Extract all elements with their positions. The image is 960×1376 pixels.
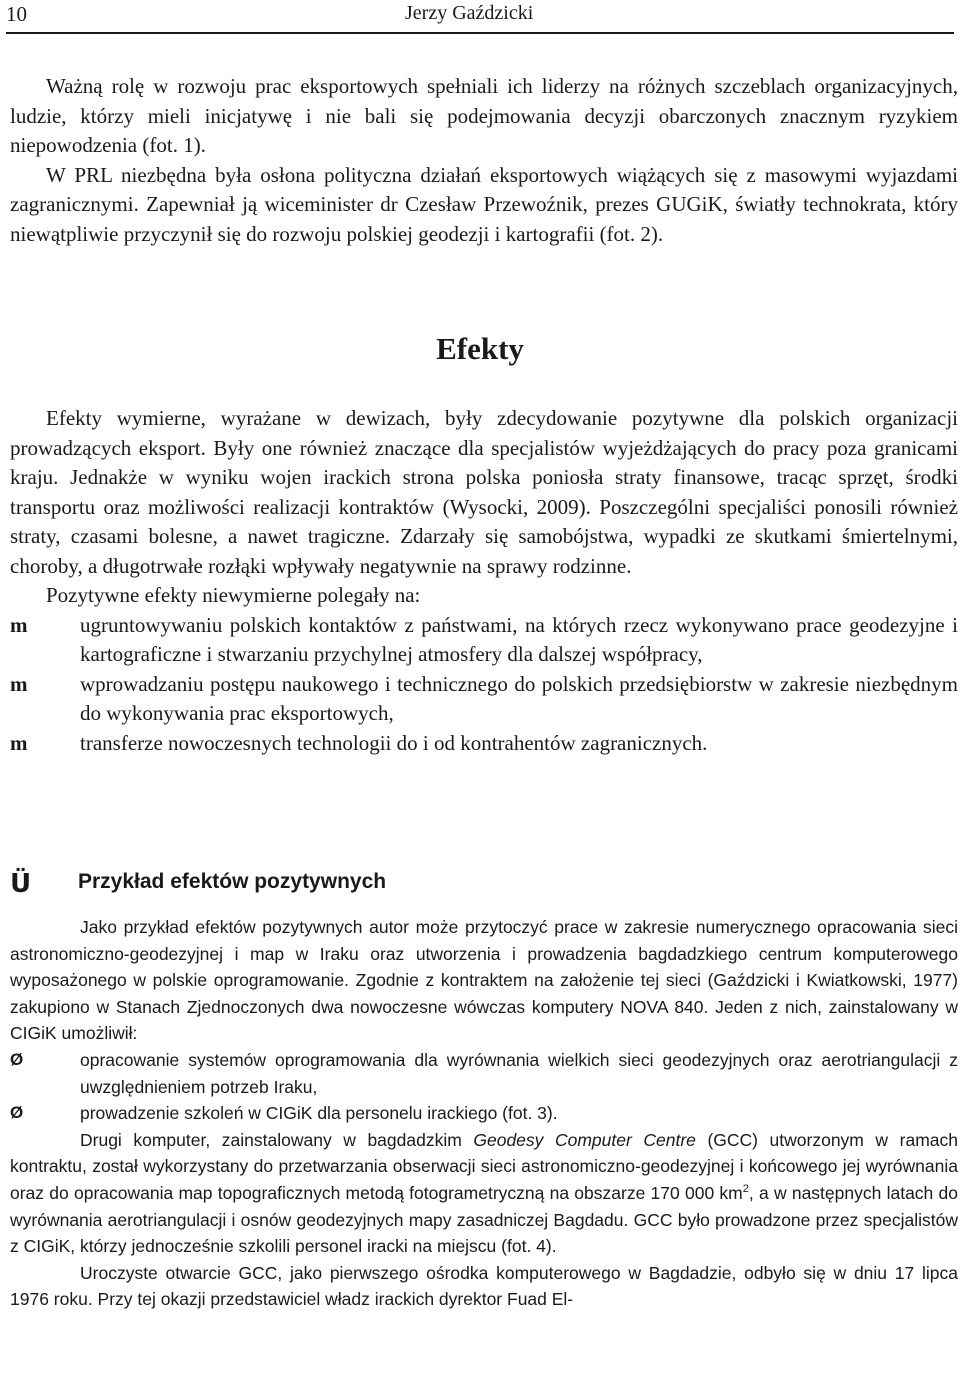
bullet-icon: m <box>10 612 28 637</box>
list-item-text: transferze nowoczesnych technologii do i od kontrahentów zagranicznych. <box>80 730 708 755</box>
example-title: Przykład efektów pozytywnych <box>78 870 387 893</box>
effects-list <box>10 611 958 759</box>
example-heading <box>10 868 950 902</box>
arrow-icon: Ü <box>10 869 32 899</box>
text-run: (GCC) utworzonym w ramach kontraktu, został wykorzystany do przetwarzania obserwacji sieci astronomiczno-geodezyjnej i końcowego jej wyrównania oraz do opracowania map topograficznych metodą fotogrametryczną na obszarze 170 000 km <box>10 1129 958 1203</box>
page-number: 10 <box>6 2 27 26</box>
effects-text <box>10 404 958 758</box>
list-item-text: ugruntowywaniu polskich kontaktów z państwami, na których rzecz wykonywano prace geodezyjne i kartograficzne i stwarzaniu przychylnej atmosfery dla dalszej współpracy, <box>80 612 958 666</box>
bullet-icon: Ø <box>10 1049 24 1069</box>
paragraph: Pozytywne efekty niewymierne polegały na: <box>46 583 421 607</box>
running-head-author: Jerzy Gaździcki <box>405 2 534 24</box>
list-item <box>10 670 958 729</box>
text-run: Drugi komputer, zainstalowany w bagdadzkim <box>80 1129 474 1150</box>
bullet-icon: m <box>10 730 28 755</box>
bullet-icon: Ø <box>10 1103 24 1123</box>
intro-text <box>10 72 958 249</box>
list-item <box>10 729 958 759</box>
section-title: Efekty <box>436 331 524 366</box>
list-item <box>10 1100 958 1127</box>
bullet-icon: m <box>10 671 28 696</box>
list-item <box>10 611 958 670</box>
example-text <box>10 914 958 1313</box>
list-item-text: opracowanie systemów oprogramowania dla wyrównania wielkich sieci geodezyjnych oraz aerotriangulacji z uwzględnieniem potrzeb Iraku, <box>80 1049 958 1097</box>
paragraph: Jako przykład efektów pozytywnych autor może przytoczyć prace w zakresie numerycznego opracowania sieci astronomiczno-geodezyjnej i map w Iraku oraz utworzenia i prowadzenia bagdadzkiego centrum komputerowego wyposażonego w polskie oprogramowanie. Zgodnie z kontraktem na założenie tej sieci (Gaździcki i Kwiatkowski, 1977) zakupiono w Stanach Zjednoczonych dwa nowoczesne wówczas komputery NOVA 840. Jeden z nich, zainstalowany w CIGiK umożliwił: <box>10 917 958 1044</box>
italic-run: Geodesy Computer Centre <box>473 1129 696 1150</box>
example-list <box>10 1047 958 1127</box>
superscript: 2 <box>742 1183 749 1196</box>
list-item-text: prowadzenie szkoleń w CIGiK dla personelu irackiego (fot. 3). <box>80 1103 558 1124</box>
text-run: , a w następnych latach do wyrównania aerotriangulacji i osnów geodezyjnych mapy zasadniczej Bagdadu. GCC było prowadzone przez specjalistów z CIGiK, którzy jednocześnie szkolili personel iracki na miejscu (fot. 4). <box>10 1182 958 1257</box>
running-header <box>0 0 960 34</box>
list-item-text: wprowadzaniu postępu naukowego i technicznego do polskich przedsiębiorstw w zakresie niezbędnym do wykonywania prac eksportowych, <box>80 671 958 725</box>
paragraph: Ważną rolę w rozwoju prac eksportowych spełniali ich liderzy na różnych szczeblach organizacyjnych, ludzie, którzy mieli inicjatywę i nie bali się podejmowania decyzji obarczonych znacznym ryzykiem niepowodzenia (fot. 1). <box>10 74 958 157</box>
list-item <box>10 1047 958 1100</box>
paragraph: Efekty wymierne, wyrażane w dewizach, były zdecydowanie pozytywne dla polskich organizacji prowadzących eksport. Były one również znaczące dla specjalistów wyjeżdżających do pracy poza granicami kraju. Jednakże w wyniku wojen irackich strona polska poniosła straty finansowe, tracąc sprzęt, środki transportu oraz możliwości realizacji kontraktów (Wysocki, 2009). Poszczególni specjaliści ponosili również straty, czasami bolesne, a nawet tragiczne. Zdarzały się samobójstwa, wypadki ze skutkami śmiertelnymi, choroby, a długotrwałe rozłąki wpływały negatywnie na sprawy rodzinne. <box>10 406 958 578</box>
header-rule <box>6 32 954 34</box>
paragraph <box>10 1127 958 1260</box>
paragraph: Uroczyste otwarcie GCC, jako pierwszego ośrodka komputerowego w Bagdadzie, odbyło się w dniu 17 lipca 1976 roku. Przy tej okazji przedstawiciel władz irackich dyrektor Fuad El- <box>10 1262 958 1310</box>
paragraph: W PRL niezbędna była osłona polityczna działań eksportowych wiążących się z masowymi wyjazdami zagranicznymi. Zapewniał ją wiceminister dr Czesław Przewoźnik, prezes GUGiK, światły technokrata, który niewątpliwie przyczynił się do rozwoju polskiej geodezji i kartografii (fot. 2). <box>10 162 958 246</box>
